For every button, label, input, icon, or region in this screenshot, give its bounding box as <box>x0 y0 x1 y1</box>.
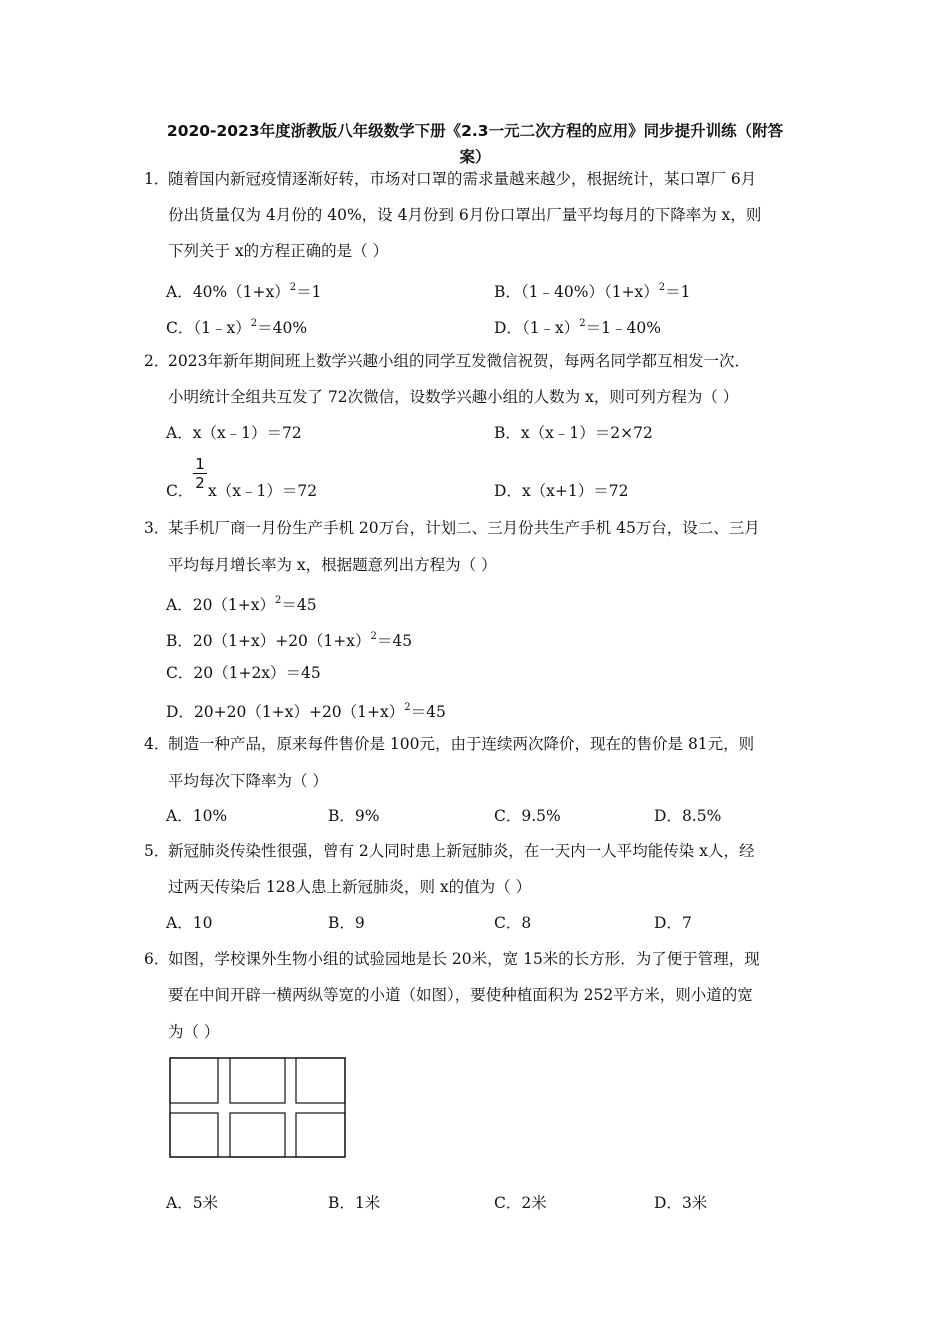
option-letter: C． <box>494 914 522 932</box>
option-letter: D． <box>654 914 682 932</box>
exponent: 2 <box>250 318 258 329</box>
option-text: ＝45 <box>410 703 446 721</box>
option-c[interactable] <box>166 313 307 339</box>
exponent: 2 <box>579 318 586 329</box>
option-text: ＝1﹣40% <box>585 319 661 337</box>
option-text: （1﹣40%）（1+x） <box>520 283 659 301</box>
option-c[interactable] <box>494 805 561 827</box>
option-text: 10 <box>192 914 213 932</box>
option-text: x（x﹣1）＝2×72 <box>520 424 653 442</box>
option-letter: D． <box>494 319 522 337</box>
option-d[interactable] <box>654 805 721 827</box>
option-text: 3米 <box>681 1194 708 1212</box>
option-text: 1米 <box>354 1194 381 1212</box>
option-c-text: x（x﹣1）＝72 <box>208 482 318 500</box>
option-text: 5米 <box>192 1194 219 1212</box>
option-letter: B． <box>328 914 355 932</box>
question-text-line: 新冠肺炎传染性很强，曾有 2人同时患上新冠肺炎，在一天内一人平均能传染 x人，经 <box>168 842 755 860</box>
option-letter: B． <box>166 632 193 650</box>
option-d[interactable] <box>494 480 629 502</box>
option-letter: D． <box>494 482 522 500</box>
option-d[interactable] <box>654 912 692 934</box>
exponent: 2 <box>658 282 666 293</box>
fraction-numerator: 1 <box>195 455 205 473</box>
option-d[interactable] <box>654 1192 707 1214</box>
option-a[interactable] <box>166 805 227 827</box>
question-number: 4． <box>144 735 170 753</box>
option-letter: B． <box>494 424 521 442</box>
option-text: （1﹣x） <box>521 319 580 337</box>
option-text: 40%（1+x） <box>192 283 290 301</box>
option-d[interactable] <box>166 697 446 723</box>
option-text: x（x+1）＝72 <box>521 482 629 500</box>
exponent: 2 <box>289 282 297 293</box>
plot-top-right <box>296 1058 345 1103</box>
option-letter: A． <box>166 596 193 614</box>
option-letter: C． <box>166 319 194 337</box>
exponent: 2 <box>370 631 377 642</box>
option-letter: D． <box>654 807 682 825</box>
option-text: 7 <box>681 914 692 932</box>
option-letter: B． <box>494 283 521 301</box>
option-letter: B． <box>328 1194 355 1212</box>
question-text-line: 小明统计全组共互发了 72次微信，设数学兴趣小组的人数为 x，则可列方程为（ ） <box>168 388 739 406</box>
option-text: （1﹣x） <box>193 319 251 337</box>
option-text: ＝40% <box>257 319 308 337</box>
option-text: 8 <box>521 914 532 932</box>
question-text-line: 平均每次下降率为（ ） <box>168 772 328 790</box>
option-text: 9 <box>354 914 365 932</box>
page-title <box>120 118 830 170</box>
exponent: 2 <box>404 702 411 713</box>
question-text-line: 份出货量仅为 4月份的 40%，设 4月份到 6月份口罩出厂量平均每月的下降率为 x，则 <box>168 206 762 224</box>
question-number: 3． <box>144 519 170 537</box>
option-text: x（x﹣1）＝72 <box>192 424 302 442</box>
option-text: 9.5% <box>521 807 561 825</box>
fraction-denominator: 2 <box>195 474 205 492</box>
plot-bottom-right <box>296 1113 345 1157</box>
option-text: ＝45 <box>281 596 317 614</box>
option-letter: B． <box>328 807 355 825</box>
option-letter: A． <box>166 914 193 932</box>
title-line-1: 2020-2023年度浙教版八年级数学下册《2.3一元二次方程的应用》同步提升训练（附答 <box>166 122 784 140</box>
option-d[interactable] <box>494 313 661 339</box>
option-letter: C． <box>494 807 522 825</box>
question-text-line: 为（ ） <box>168 1023 220 1041</box>
option-b[interactable] <box>328 805 379 827</box>
option-letter: A． <box>166 807 193 825</box>
plot-top-left <box>170 1058 218 1103</box>
question-text-line: 下列关于 x的方程正确的是（ ） <box>168 242 389 260</box>
question-text-line: 过两天传染后 128人患上新冠肺炎，则 x的值为（ ） <box>168 878 532 896</box>
option-letter: D． <box>654 1194 682 1212</box>
option-text: ＝1 <box>296 283 322 301</box>
option-letter: D． <box>166 703 194 721</box>
option-a[interactable] <box>166 277 322 303</box>
question-number: 6． <box>144 950 170 968</box>
option-letter: A． <box>166 1194 193 1212</box>
option-text: ＝1 <box>665 283 691 301</box>
question-number: 5． <box>144 842 170 860</box>
option-c[interactable] <box>166 662 321 684</box>
option-text: 20（1+x）+20（1+x） <box>192 632 371 650</box>
option-text: ＝45 <box>376 632 413 650</box>
plot-bottom-left <box>170 1113 218 1157</box>
option-a[interactable] <box>166 912 212 934</box>
plot-top-middle <box>230 1058 285 1103</box>
option-text: 8.5% <box>681 807 722 825</box>
option-b[interactable] <box>494 277 691 303</box>
option-text: 9% <box>354 807 380 825</box>
fraction-one-half <box>193 456 207 491</box>
option-c-letter[interactable]: C． <box>166 482 194 500</box>
question-text-line: 2023年新年期间班上数学兴趣小组的同学互发微信祝贺，每两名同学都互相发一次． <box>168 352 750 370</box>
option-b[interactable] <box>166 626 412 652</box>
question-text-line: 如图，学校课外生物小组的试验园地是长 20米，宽 15米的长方形．为了便于管理，现 <box>168 950 760 968</box>
option-text: 20（1+x） <box>192 596 276 614</box>
option-b[interactable] <box>328 1192 380 1214</box>
option-text: 20+20（1+x）+20（1+x） <box>193 703 405 721</box>
outer-rectangle <box>170 1058 345 1157</box>
question-text-line: 平均每月增长率为 x，根据题意列出方程为（ ） <box>168 556 497 574</box>
option-a[interactable] <box>166 422 302 444</box>
option-a[interactable] <box>166 590 317 616</box>
option-a[interactable] <box>166 1192 218 1214</box>
option-text: 20（1+2x）＝45 <box>193 664 321 682</box>
exponent: 2 <box>275 595 282 606</box>
option-c[interactable] <box>494 1192 547 1214</box>
option-letter: C． <box>166 664 194 682</box>
question-text-line: 某手机厂商一月份生产手机 20万台，计划二、三月份共生产手机 45万台，设二、三月 <box>168 519 760 537</box>
option-b[interactable] <box>328 912 365 934</box>
option-letter: A． <box>166 283 193 301</box>
question-number: 1． <box>144 170 170 188</box>
question-text-line: 要在中间开辟一横两纵等宽的小道（如图），要使种植面积为 252平方米，则小道的宽 <box>168 986 753 1004</box>
option-text: 2米 <box>521 1194 547 1212</box>
option-c[interactable] <box>494 912 531 934</box>
title-line-2: 案） <box>459 148 491 166</box>
plot-bottom-middle <box>230 1113 285 1157</box>
option-letter: C． <box>494 1194 522 1212</box>
option-letter: A． <box>166 424 193 442</box>
question-text-line: 制造一种产品，原来每件售价是 100元，由于连续两次降价，现在的售价是 81元，则 <box>168 735 755 753</box>
option-b[interactable] <box>494 422 653 444</box>
question-text-line: 随着国内新冠疫情逐渐好转，市场对口罩的需求量越来越少，根据统计，某口罩厂 6月 <box>168 170 757 188</box>
option-text: 10% <box>192 807 228 825</box>
garden-plot-diagram <box>168 1056 348 1160</box>
question-number: 2． <box>144 352 170 370</box>
